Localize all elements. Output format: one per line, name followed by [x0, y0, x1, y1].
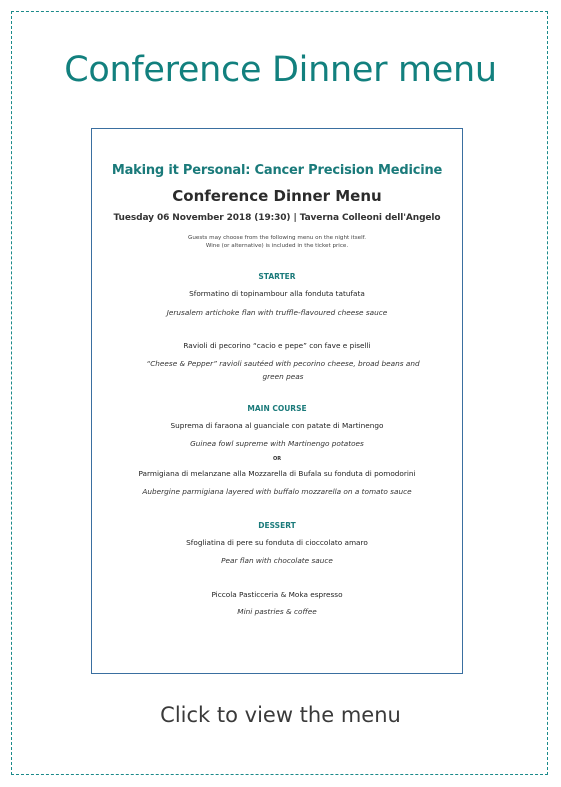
starter-dish-1: Sformatino di topinambour alla fonduta tatufata [189, 289, 365, 298]
main-desc-1: Guinea fowl supreme with Martinengo potatoes [190, 439, 364, 448]
main-course-heading: MAIN COURSE [247, 404, 307, 413]
page-title: Conference Dinner menu [64, 50, 497, 90]
main-or-separator: OR [272, 456, 282, 462]
main-desc-2: Aubergine parmigiana layered with buffalo mozzarella on a tomato sauce [142, 487, 412, 496]
menu-note-line1: Guests may choose from the following menu on the night itself. [188, 235, 366, 241]
main-dish-1: Suprema di faraona al guanciale con patate di Martinengo [170, 421, 384, 430]
menu-title: Conference Dinner Menu [172, 187, 382, 205]
starter-heading: STARTER [258, 272, 296, 281]
main-dish-2: Parmigiana di melanzane alla Mozzarella di Bufala su fonduta di pomodorini [138, 469, 416, 478]
dessert-desc-2: Mini pastries & coffee [237, 607, 317, 616]
menu-thumbnail[interactable] [91, 128, 463, 674]
view-menu-link[interactable]: Click to view the menu [160, 703, 401, 727]
dessert-dish-2: Piccola Pasticceria & Moka espresso [211, 590, 343, 599]
starter-desc-2: “Cheese & Pepper” ravioli sautéed with pecorino cheese, broad beans and green peas [146, 359, 420, 381]
dessert-desc-1: Pear flan with chocolate sauce [221, 556, 333, 565]
starter-dish-2: Ravioli di pecorino “cacio e pepe” con fave e piselli [183, 341, 371, 350]
menu-note-line2: Wine (or alternative) is included in the ticket price. [205, 243, 349, 249]
date-venue-line: Tuesday 06 November 2018 (19:30) | Taverna Colleoni dell'Angelo [113, 213, 441, 223]
event-title: Making it Personal: Cancer Precision Medicine [111, 163, 443, 178]
starter-desc-1: Jerusalem artichoke flan with truffle-flavoured cheese sauce [166, 308, 388, 317]
dessert-dish-1: Sfogliatina di pere su fonduta di cioccolato amaro [186, 538, 368, 547]
dessert-heading: DESSERT [258, 521, 296, 530]
